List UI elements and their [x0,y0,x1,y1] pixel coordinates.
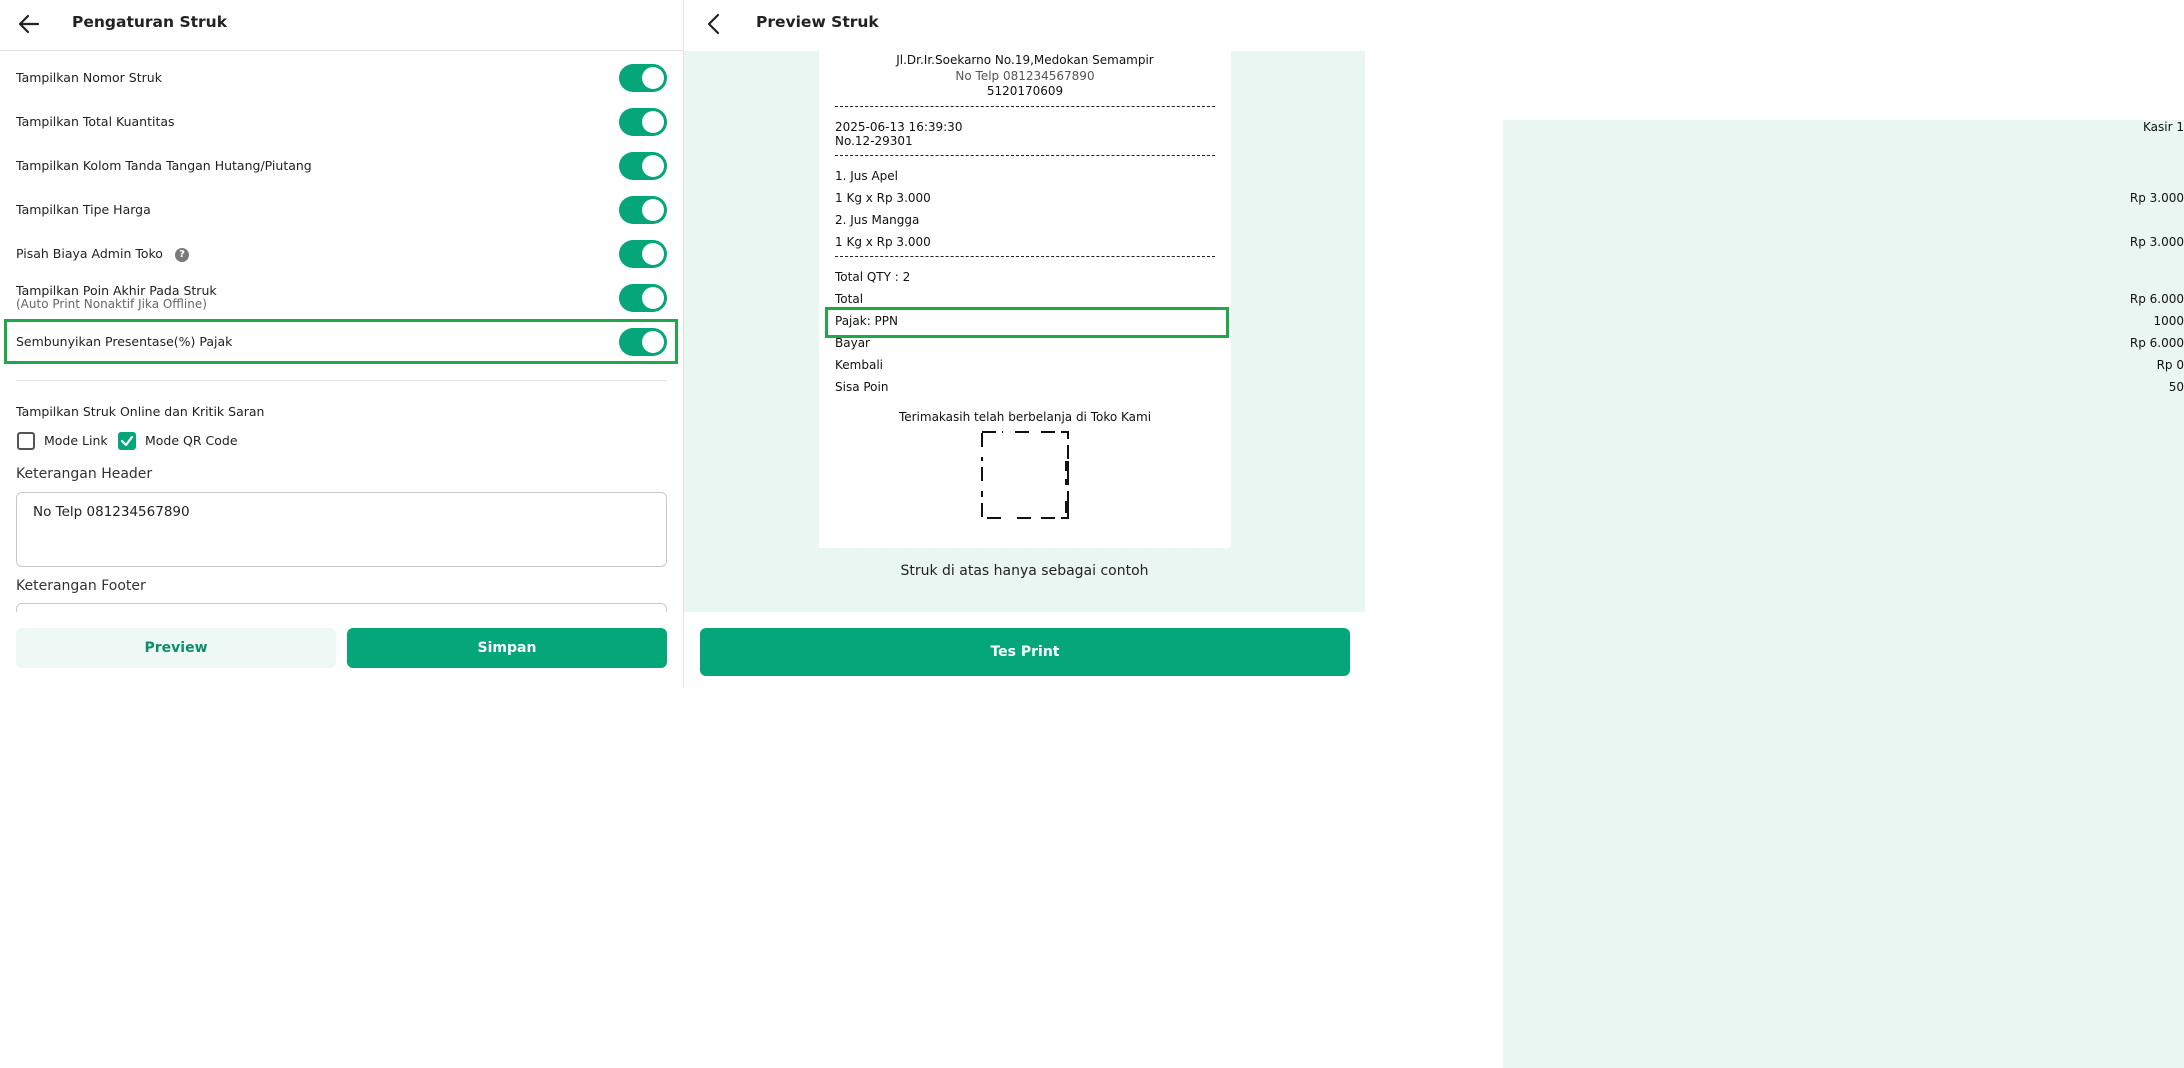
receipt-total-qty: Total QTY : 2 [835,270,911,284]
mode-link-checkbox[interactable] [17,432,35,450]
header-note-input[interactable] [16,492,667,567]
receipt-number: No.12-29301 [835,134,913,148]
receipt-tax-value: 1000 [1503,314,2184,1002]
receipt-item-price: Rp 3.000 [1503,235,2184,923]
setting-sublabel: (Auto Print Nonaktif Jika Offline) [16,297,207,311]
preview-note: Struk di atas hanya sebagai contoh [900,563,1149,579]
receipt-item-price: Rp 3.000 [1503,191,2184,879]
receipt-divider [835,155,1215,156]
receipt-pay-label: Bayar [835,336,870,350]
save-button[interactable]: Simpan [347,628,667,668]
preview-button[interactable]: Preview [16,628,336,668]
receipt-item-name: 1. Jus Apel [835,169,899,183]
settings-header [0,0,683,51]
receipt-cashier: Kasir 1 [1503,120,2184,808]
setting-show-signature-column [16,146,667,186]
receipt-points-label: Sisa Poin [835,380,889,394]
test-print-button[interactable]: Tes Print [700,628,1350,676]
setting-show-receipt-number [16,58,667,98]
online-receipt-label: Tampilkan Struk Online dan Kritik Saran [16,404,265,419]
receipt-total-label: Total [835,292,864,306]
setting-label: Tampilkan Tipe Harga [16,202,151,217]
setting-label: Tampilkan Kolom Tanda Tangan Hutang/Piutang [16,158,312,173]
receipt-change-value: Rp 0 [1503,358,2184,1046]
setting-show-total-quantity [16,102,667,142]
header-note-label: Keterangan Header [16,466,153,482]
receipt-change-label: Kembali [835,358,883,372]
settings-pane [0,0,684,688]
setting-separate-admin-fee [16,234,667,274]
page-title: Pengaturan Struk [72,13,227,31]
toggle-separate-admin-fee[interactable] [619,240,667,268]
mode-qr-checkbox[interactable] [118,432,136,450]
footer-note-label: Keterangan Footer [16,578,146,594]
preview-header [684,0,1365,51]
mode-qr-label: Mode QR Code [145,433,238,448]
divider [16,380,667,381]
receipt-code: 5120170609 [986,84,1064,98]
help-icon[interactable]: ? [175,248,189,262]
setting-show-final-points [16,278,667,318]
receipt-points-value: 50 [1503,380,2184,1068]
check-icon [120,434,134,448]
receipt-item-qty: 1 Kg x Rp 3.000 [835,191,931,205]
preview-title: Preview Struk [756,13,879,31]
setting-label: Tampilkan Total Kuantitas [16,114,175,129]
header-note-value: No Telp 081234567890 [33,504,190,520]
receipt-datetime: 2025-06-13 16:39:30 [835,120,963,134]
toggle-show-receipt-number[interactable] [619,64,667,92]
receipt-torn-edge [819,538,1231,550]
receipt-item-name: 2. Jus Mangga [835,213,920,227]
receipt-address: Jl.Dr.Ir.Soekarno No.19,Medokan Semampir [896,53,1154,67]
chevron-left-icon[interactable] [702,12,726,36]
receipt-divider [835,106,1215,107]
toggle-show-total-quantity[interactable] [619,108,667,136]
back-arrow-icon[interactable] [16,11,42,37]
setting-label: Sembunyikan Presentase(%) Pajak [16,334,233,349]
qr-code-icon [981,431,1069,519]
receipt-preview [819,51,2184,548]
setting-show-price-type [16,190,667,230]
highlight-box [4,319,678,364]
setting-label: Tampilkan Nomor Struk [16,70,162,85]
receipt-tax-label: Pajak: PPN [835,314,898,328]
toggle-show-signature-column[interactable] [619,152,667,180]
highlight-box [825,307,1229,338]
mode-link-label: Mode Link [44,433,108,448]
receipt-pay-value: Rp 6.000 [1503,336,2184,1024]
receipt-divider [835,256,1215,257]
receipt-thanks: Terimakasih telah berbelanja di Toko Kami [898,410,1152,424]
receipt-item-qty: 1 Kg x Rp 3.000 [835,235,931,249]
setting-label: Tampilkan Poin Akhir Pada Struk [16,283,217,298]
preview-pane [684,0,2184,688]
receipt-phone: No Telp 081234567890 [955,69,1095,83]
toggle-show-price-type[interactable] [619,196,667,224]
toggle-show-final-points[interactable] [619,284,667,312]
receipt-total-value: Rp 6.000 [1503,292,2184,980]
setting-label: Pisah Biaya Admin Toko [16,246,163,261]
